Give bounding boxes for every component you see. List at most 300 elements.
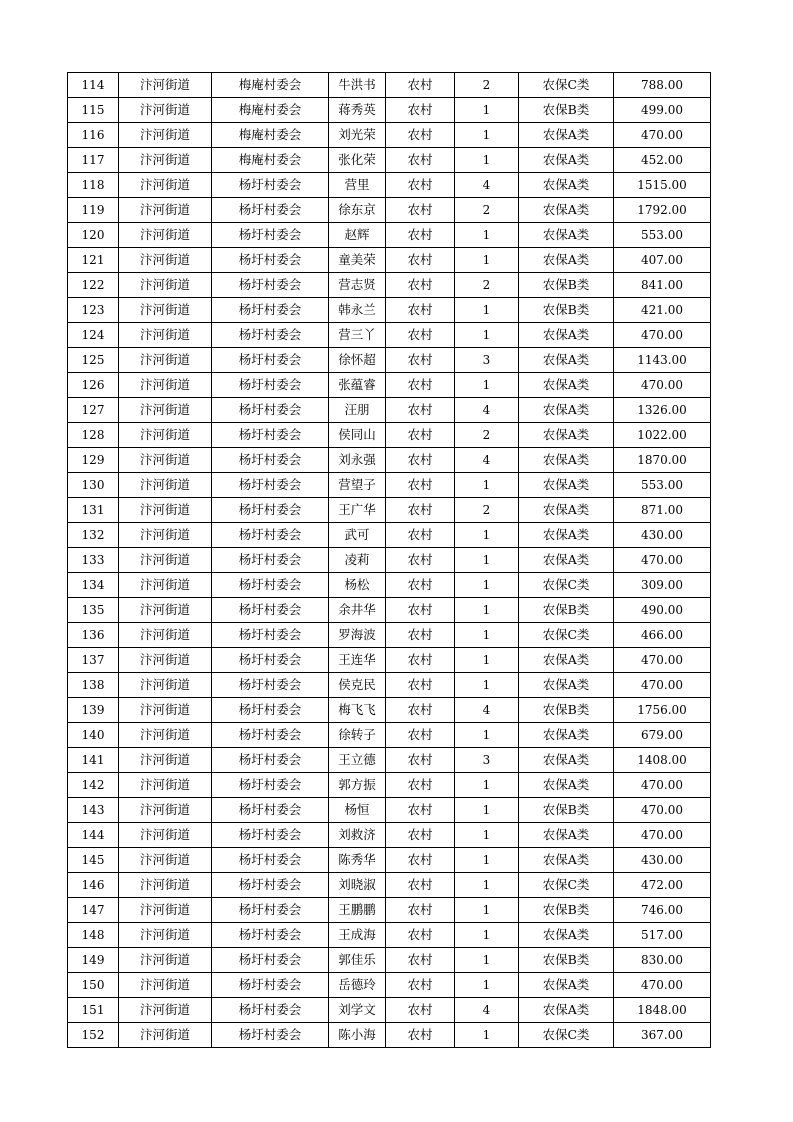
table-row [68, 348, 711, 373]
area-type-cell: 农村 [386, 123, 455, 148]
household-size-cell: 1 [455, 948, 519, 973]
table-row [68, 973, 711, 998]
area-type-cell: 农村 [386, 848, 455, 873]
village-committee-cell: 杨圩村委会 [212, 673, 329, 698]
insurance-category-cell: 农保A类 [519, 648, 614, 673]
area-type-cell: 农村 [386, 798, 455, 823]
area-type-cell: 农村 [386, 898, 455, 923]
amount-cell: 407.00 [614, 248, 711, 273]
insurance-category-cell: 农保A类 [519, 148, 614, 173]
person-name-cell: 刘晓淑 [329, 873, 386, 898]
table-row [68, 848, 711, 873]
village-committee-cell: 杨圩村委会 [212, 873, 329, 898]
insurance-category-cell: 农保A类 [519, 498, 614, 523]
person-name-cell: 王成海 [329, 923, 386, 948]
person-name-cell: 徐怀超 [329, 348, 386, 373]
amount-cell: 871.00 [614, 498, 711, 523]
household-size-cell: 1 [455, 723, 519, 748]
household-size-cell: 4 [455, 398, 519, 423]
area-type-cell: 农村 [386, 998, 455, 1023]
person-name-cell: 刘光荣 [329, 123, 386, 148]
street-name-cell: 汴河街道 [119, 873, 212, 898]
table-row [68, 923, 711, 948]
area-type-cell: 农村 [386, 248, 455, 273]
person-name-cell: 牛洪书 [329, 73, 386, 98]
insurance-category-cell: 农保B类 [519, 798, 614, 823]
row-number-cell: 119 [68, 198, 119, 223]
table-row [68, 98, 711, 123]
street-name-cell: 汴河街道 [119, 848, 212, 873]
street-name-cell: 汴河街道 [119, 123, 212, 148]
row-number-cell: 124 [68, 323, 119, 348]
area-type-cell: 农村 [386, 498, 455, 523]
person-name-cell: 凌莉 [329, 548, 386, 573]
street-name-cell: 汴河街道 [119, 598, 212, 623]
insurance-category-cell: 农保A类 [519, 123, 614, 148]
table-row [68, 148, 711, 173]
row-number-cell: 123 [68, 298, 119, 323]
amount-cell: 309.00 [614, 573, 711, 598]
person-name-cell: 张蕴睿 [329, 373, 386, 398]
insurance-category-cell: 农保C类 [519, 1023, 614, 1048]
person-name-cell: 张化荣 [329, 148, 386, 173]
street-name-cell: 汴河街道 [119, 798, 212, 823]
table-row [68, 298, 711, 323]
person-name-cell: 王连华 [329, 648, 386, 673]
table-row [68, 648, 711, 673]
person-name-cell: 梅飞飞 [329, 698, 386, 723]
household-size-cell: 1 [455, 248, 519, 273]
insurance-category-cell: 农保B类 [519, 273, 614, 298]
person-name-cell: 营三丫 [329, 323, 386, 348]
table-row [68, 598, 711, 623]
street-name-cell: 汴河街道 [119, 223, 212, 248]
village-committee-cell: 杨圩村委会 [212, 198, 329, 223]
area-type-cell: 农村 [386, 973, 455, 998]
village-committee-cell: 杨圩村委会 [212, 798, 329, 823]
table-row [68, 398, 711, 423]
amount-cell: 470.00 [614, 673, 711, 698]
area-type-cell: 农村 [386, 748, 455, 773]
row-number-cell: 129 [68, 448, 119, 473]
row-number-cell: 150 [68, 973, 119, 998]
person-name-cell: 岳德玲 [329, 973, 386, 998]
person-name-cell: 侯同山 [329, 423, 386, 448]
row-number-cell: 115 [68, 98, 119, 123]
amount-cell: 1792.00 [614, 198, 711, 223]
person-name-cell: 王立德 [329, 748, 386, 773]
person-name-cell: 王广华 [329, 498, 386, 523]
street-name-cell: 汴河街道 [119, 298, 212, 323]
person-name-cell: 罗海波 [329, 623, 386, 648]
table-row [68, 798, 711, 823]
area-type-cell: 农村 [386, 948, 455, 973]
area-type-cell: 农村 [386, 273, 455, 298]
row-number-cell: 127 [68, 398, 119, 423]
area-type-cell: 农村 [386, 598, 455, 623]
insurance-category-cell: 农保A类 [519, 973, 614, 998]
household-size-cell: 1 [455, 648, 519, 673]
household-size-cell: 1 [455, 873, 519, 898]
area-type-cell: 农村 [386, 198, 455, 223]
insurance-category-cell: 农保A类 [519, 198, 614, 223]
insurance-category-cell: 农保B类 [519, 298, 614, 323]
person-name-cell: 杨松 [329, 573, 386, 598]
table-row [68, 123, 711, 148]
row-number-cell: 140 [68, 723, 119, 748]
street-name-cell: 汴河街道 [119, 748, 212, 773]
amount-cell: 1326.00 [614, 398, 711, 423]
household-size-cell: 1 [455, 223, 519, 248]
area-type-cell: 农村 [386, 73, 455, 98]
row-number-cell: 138 [68, 673, 119, 698]
household-size-cell: 2 [455, 198, 519, 223]
person-name-cell: 陈秀华 [329, 848, 386, 873]
area-type-cell: 农村 [386, 373, 455, 398]
household-size-cell: 3 [455, 348, 519, 373]
person-name-cell: 余井华 [329, 598, 386, 623]
amount-cell: 430.00 [614, 523, 711, 548]
insurance-category-cell: 农保A类 [519, 423, 614, 448]
person-name-cell: 刘学文 [329, 998, 386, 1023]
household-size-cell: 4 [455, 448, 519, 473]
person-name-cell: 蒋秀英 [329, 98, 386, 123]
row-number-cell: 116 [68, 123, 119, 148]
area-type-cell: 农村 [386, 548, 455, 573]
street-name-cell: 汴河街道 [119, 823, 212, 848]
amount-cell: 470.00 [614, 323, 711, 348]
village-committee-cell: 杨圩村委会 [212, 748, 329, 773]
insurance-category-cell: 农保B类 [519, 98, 614, 123]
person-name-cell: 营里 [329, 173, 386, 198]
insurance-category-cell: 农保A类 [519, 448, 614, 473]
village-committee-cell: 杨圩村委会 [212, 773, 329, 798]
area-type-cell: 农村 [386, 523, 455, 548]
row-number-cell: 121 [68, 248, 119, 273]
street-name-cell: 汴河街道 [119, 948, 212, 973]
insurance-category-cell: 农保A类 [519, 223, 614, 248]
village-committee-cell: 梅庵村委会 [212, 123, 329, 148]
row-number-cell: 146 [68, 873, 119, 898]
street-name-cell: 汴河街道 [119, 723, 212, 748]
village-committee-cell: 梅庵村委会 [212, 73, 329, 98]
village-committee-cell: 杨圩村委会 [212, 923, 329, 948]
row-number-cell: 114 [68, 73, 119, 98]
row-number-cell: 141 [68, 748, 119, 773]
amount-cell: 553.00 [614, 473, 711, 498]
area-type-cell: 农村 [386, 323, 455, 348]
area-type-cell: 农村 [386, 1023, 455, 1048]
person-name-cell: 刘永强 [329, 448, 386, 473]
row-number-cell: 118 [68, 173, 119, 198]
household-size-cell: 1 [455, 973, 519, 998]
amount-cell: 470.00 [614, 648, 711, 673]
row-number-cell: 137 [68, 648, 119, 673]
person-name-cell: 郭方振 [329, 773, 386, 798]
village-committee-cell: 杨圩村委会 [212, 598, 329, 623]
person-name-cell: 刘救济 [329, 823, 386, 848]
table-row [68, 248, 711, 273]
household-size-cell: 1 [455, 298, 519, 323]
street-name-cell: 汴河街道 [119, 973, 212, 998]
street-name-cell: 汴河街道 [119, 898, 212, 923]
row-number-cell: 117 [68, 148, 119, 173]
area-type-cell: 农村 [386, 823, 455, 848]
village-committee-cell: 杨圩村委会 [212, 398, 329, 423]
amount-cell: 517.00 [614, 923, 711, 948]
village-committee-cell: 杨圩村委会 [212, 373, 329, 398]
household-size-cell: 1 [455, 573, 519, 598]
household-size-cell: 1 [455, 623, 519, 648]
relief-roster-table [67, 72, 711, 1048]
street-name-cell: 汴河街道 [119, 623, 212, 648]
insurance-category-cell: 农保B类 [519, 898, 614, 923]
amount-cell: 746.00 [614, 898, 711, 923]
table-row [68, 423, 711, 448]
household-size-cell: 1 [455, 148, 519, 173]
amount-cell: 1870.00 [614, 448, 711, 473]
person-name-cell: 王鹏鹏 [329, 898, 386, 923]
table-row [68, 898, 711, 923]
insurance-category-cell: 农保A类 [519, 373, 614, 398]
table-row [68, 1023, 711, 1048]
table-row [68, 723, 711, 748]
household-size-cell: 2 [455, 423, 519, 448]
street-name-cell: 汴河街道 [119, 673, 212, 698]
street-name-cell: 汴河街道 [119, 998, 212, 1023]
household-size-cell: 1 [455, 473, 519, 498]
table-row [68, 748, 711, 773]
street-name-cell: 汴河街道 [119, 373, 212, 398]
row-number-cell: 151 [68, 998, 119, 1023]
row-number-cell: 120 [68, 223, 119, 248]
area-type-cell: 农村 [386, 923, 455, 948]
row-number-cell: 126 [68, 373, 119, 398]
household-size-cell: 1 [455, 823, 519, 848]
village-committee-cell: 杨圩村委会 [212, 848, 329, 873]
area-type-cell: 农村 [386, 698, 455, 723]
insurance-category-cell: 农保A类 [519, 923, 614, 948]
street-name-cell: 汴河街道 [119, 98, 212, 123]
household-size-cell: 1 [455, 373, 519, 398]
table-row [68, 623, 711, 648]
row-number-cell: 135 [68, 598, 119, 623]
insurance-category-cell: 农保A类 [519, 248, 614, 273]
street-name-cell: 汴河街道 [119, 273, 212, 298]
village-committee-cell: 杨圩村委会 [212, 298, 329, 323]
village-committee-cell: 梅庵村委会 [212, 148, 329, 173]
area-type-cell: 农村 [386, 873, 455, 898]
table-row [68, 948, 711, 973]
table-row [68, 873, 711, 898]
table-body [68, 73, 711, 1048]
amount-cell: 830.00 [614, 948, 711, 973]
amount-cell: 1408.00 [614, 748, 711, 773]
village-committee-cell: 杨圩村委会 [212, 548, 329, 573]
table-row [68, 998, 711, 1023]
household-size-cell: 1 [455, 798, 519, 823]
amount-cell: 470.00 [614, 823, 711, 848]
table-row [68, 823, 711, 848]
village-committee-cell: 杨圩村委会 [212, 448, 329, 473]
amount-cell: 430.00 [614, 848, 711, 873]
area-type-cell: 农村 [386, 398, 455, 423]
table-row [68, 198, 711, 223]
row-number-cell: 128 [68, 423, 119, 448]
amount-cell: 470.00 [614, 548, 711, 573]
village-committee-cell: 杨圩村委会 [212, 723, 329, 748]
person-name-cell: 侯克民 [329, 673, 386, 698]
village-committee-cell: 杨圩村委会 [212, 523, 329, 548]
person-name-cell: 营志贤 [329, 273, 386, 298]
insurance-category-cell: 农保A类 [519, 673, 614, 698]
village-committee-cell: 杨圩村委会 [212, 473, 329, 498]
village-committee-cell: 杨圩村委会 [212, 823, 329, 848]
person-name-cell: 徐转子 [329, 723, 386, 748]
insurance-category-cell: 农保C类 [519, 573, 614, 598]
amount-cell: 1848.00 [614, 998, 711, 1023]
table-row [68, 73, 711, 98]
street-name-cell: 汴河街道 [119, 398, 212, 423]
village-committee-cell: 杨圩村委会 [212, 898, 329, 923]
street-name-cell: 汴河街道 [119, 523, 212, 548]
amount-cell: 452.00 [614, 148, 711, 173]
person-name-cell: 徐东京 [329, 198, 386, 223]
household-size-cell: 2 [455, 73, 519, 98]
row-number-cell: 145 [68, 848, 119, 873]
household-size-cell: 1 [455, 1023, 519, 1048]
street-name-cell: 汴河街道 [119, 73, 212, 98]
household-size-cell: 4 [455, 173, 519, 198]
insurance-category-cell: 农保B类 [519, 948, 614, 973]
person-name-cell: 杨恒 [329, 798, 386, 823]
street-name-cell: 汴河街道 [119, 548, 212, 573]
village-committee-cell: 杨圩村委会 [212, 973, 329, 998]
village-committee-cell: 杨圩村委会 [212, 498, 329, 523]
table-row [68, 448, 711, 473]
insurance-category-cell: 农保A类 [519, 723, 614, 748]
street-name-cell: 汴河街道 [119, 498, 212, 523]
row-number-cell: 125 [68, 348, 119, 373]
amount-cell: 788.00 [614, 73, 711, 98]
person-name-cell: 赵辉 [329, 223, 386, 248]
person-name-cell: 武可 [329, 523, 386, 548]
amount-cell: 1515.00 [614, 173, 711, 198]
household-size-cell: 1 [455, 123, 519, 148]
amount-cell: 466.00 [614, 623, 711, 648]
area-type-cell: 农村 [386, 448, 455, 473]
household-size-cell: 1 [455, 673, 519, 698]
row-number-cell: 143 [68, 798, 119, 823]
household-size-cell: 2 [455, 273, 519, 298]
person-name-cell: 陈小海 [329, 1023, 386, 1048]
street-name-cell: 汴河街道 [119, 648, 212, 673]
table-row [68, 273, 711, 298]
village-committee-cell: 杨圩村委会 [212, 948, 329, 973]
amount-cell: 367.00 [614, 1023, 711, 1048]
village-committee-cell: 杨圩村委会 [212, 998, 329, 1023]
amount-cell: 679.00 [614, 723, 711, 748]
person-name-cell: 汪朋 [329, 398, 386, 423]
area-type-cell: 农村 [386, 423, 455, 448]
row-number-cell: 131 [68, 498, 119, 523]
household-size-cell: 1 [455, 923, 519, 948]
row-number-cell: 152 [68, 1023, 119, 1048]
household-size-cell: 1 [455, 323, 519, 348]
street-name-cell: 汴河街道 [119, 323, 212, 348]
person-name-cell: 郭佳乐 [329, 948, 386, 973]
table-row [68, 373, 711, 398]
insurance-category-cell: 农保C类 [519, 73, 614, 98]
village-committee-cell: 杨圩村委会 [212, 248, 329, 273]
village-committee-cell: 杨圩村委会 [212, 698, 329, 723]
village-committee-cell: 杨圩村委会 [212, 173, 329, 198]
amount-cell: 470.00 [614, 373, 711, 398]
table-row [68, 173, 711, 198]
person-name-cell: 营望子 [329, 473, 386, 498]
village-committee-cell: 杨圩村委会 [212, 423, 329, 448]
amount-cell: 841.00 [614, 273, 711, 298]
row-number-cell: 149 [68, 948, 119, 973]
insurance-category-cell: 农保A类 [519, 848, 614, 873]
amount-cell: 1143.00 [614, 348, 711, 373]
street-name-cell: 汴河街道 [119, 573, 212, 598]
person-name-cell: 韩永兰 [329, 298, 386, 323]
insurance-category-cell: 农保C类 [519, 873, 614, 898]
insurance-category-cell: 农保B类 [519, 598, 614, 623]
street-name-cell: 汴河街道 [119, 923, 212, 948]
row-number-cell: 142 [68, 773, 119, 798]
street-name-cell: 汴河街道 [119, 248, 212, 273]
area-type-cell: 农村 [386, 723, 455, 748]
table-row [68, 473, 711, 498]
insurance-category-cell: 农保A类 [519, 823, 614, 848]
area-type-cell: 农村 [386, 98, 455, 123]
amount-cell: 470.00 [614, 973, 711, 998]
village-committee-cell: 杨圩村委会 [212, 1023, 329, 1048]
village-committee-cell: 杨圩村委会 [212, 323, 329, 348]
row-number-cell: 148 [68, 923, 119, 948]
household-size-cell: 2 [455, 498, 519, 523]
area-type-cell: 农村 [386, 648, 455, 673]
street-name-cell: 汴河街道 [119, 473, 212, 498]
table-row [68, 773, 711, 798]
table-row [68, 673, 711, 698]
household-size-cell: 1 [455, 898, 519, 923]
street-name-cell: 汴河街道 [119, 348, 212, 373]
street-name-cell: 汴河街道 [119, 148, 212, 173]
street-name-cell: 汴河街道 [119, 1023, 212, 1048]
household-size-cell: 1 [455, 773, 519, 798]
amount-cell: 472.00 [614, 873, 711, 898]
street-name-cell: 汴河街道 [119, 773, 212, 798]
amount-cell: 470.00 [614, 123, 711, 148]
amount-cell: 1756.00 [614, 698, 711, 723]
household-size-cell: 1 [455, 598, 519, 623]
area-type-cell: 农村 [386, 773, 455, 798]
village-committee-cell: 杨圩村委会 [212, 223, 329, 248]
village-committee-cell: 杨圩村委会 [212, 348, 329, 373]
household-size-cell: 1 [455, 548, 519, 573]
table-row [68, 573, 711, 598]
street-name-cell: 汴河街道 [119, 448, 212, 473]
amount-cell: 499.00 [614, 98, 711, 123]
insurance-category-cell: 农保A类 [519, 548, 614, 573]
village-committee-cell: 梅庵村委会 [212, 98, 329, 123]
row-number-cell: 133 [68, 548, 119, 573]
street-name-cell: 汴河街道 [119, 173, 212, 198]
household-size-cell: 4 [455, 998, 519, 1023]
